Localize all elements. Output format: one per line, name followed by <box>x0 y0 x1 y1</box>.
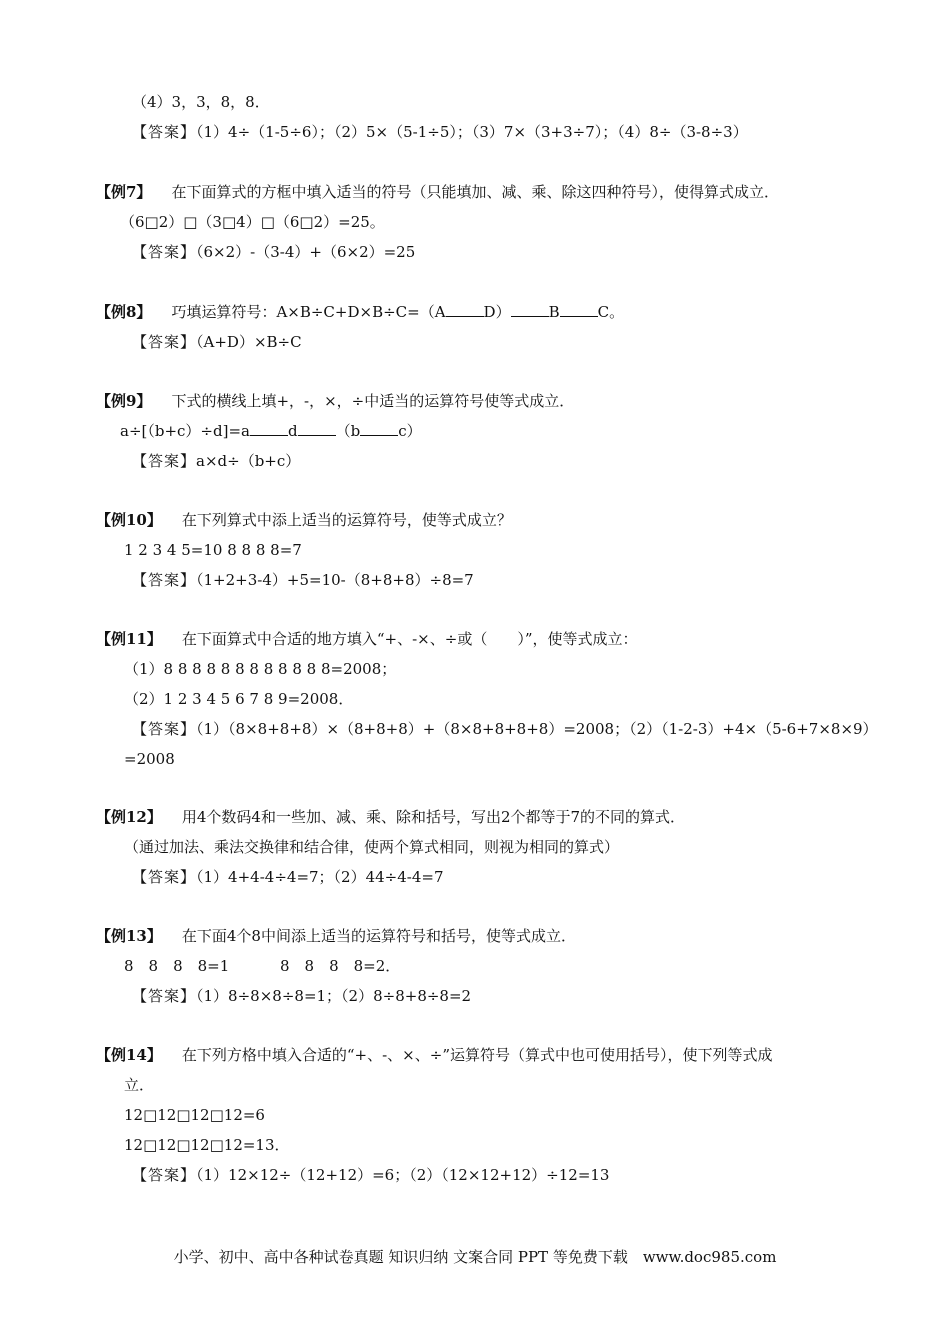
answer-text: （1+2+3-4）+5=10-（8+8+8）÷8=7 <box>196 571 474 589</box>
ex13-expression-2: 8 8 8 8=2． <box>280 957 401 975</box>
example-label: 【例8】 <box>96 303 152 321</box>
ex6-problem4: （4）3，3，8，8． <box>132 93 270 111</box>
example-label: 【例14】 <box>96 1046 162 1064</box>
answer-label: 【答案】 <box>132 720 197 738</box>
ex14-expression-2: 12□12□12□12=13． <box>124 1136 290 1154</box>
question-text: 巧填运算符号：A×B÷C+D×B÷C=（A <box>171 303 446 321</box>
ex8-question <box>96 302 624 322</box>
answer-text: （A+D）×B÷C <box>196 333 302 351</box>
ex7-answer <box>132 242 415 262</box>
answer-label: 【答案】 <box>132 1166 197 1184</box>
example-label: 【例11】 <box>96 630 162 648</box>
answer-label: 【答案】 <box>132 243 197 261</box>
answer-text: （1）4÷（1-5÷6）；（2）5×（5-1÷5）；（3）7×（3+3÷7）；（4）8÷（3-8÷3） <box>196 123 748 141</box>
ex11-question <box>96 629 638 649</box>
question-text: 在下面4个8中间添上适当的运算符号和括号，使等式成立． <box>181 927 576 945</box>
expression-text: d <box>287 422 298 440</box>
answer-label: 【答案】 <box>132 333 197 351</box>
answer-text: a×d÷（b+c） <box>196 452 301 470</box>
ex11-problem1: （1）8 8 8 8 8 8 8 8 8 8 8 8=2008； <box>124 660 397 678</box>
blank-line <box>250 421 288 436</box>
ex6-answer <box>132 122 748 142</box>
ex13-question <box>96 926 576 946</box>
question-text: C。 <box>597 303 625 321</box>
ex7-expression: （6□2）□（3□4）□（6□2）=25。 <box>120 213 385 231</box>
answer-label: 【答案】 <box>132 987 197 1005</box>
ex12-note: （通过加法、乘法交换律和结合律，使两个算式相同，则视为相同的算式） <box>124 838 620 856</box>
question-text: 在下面算式的方框中填入适当的符号（只能填加、减、乘、除这四种符号），使得算式成立． <box>171 183 779 201</box>
blank-line <box>446 302 484 317</box>
answer-label: 【答案】 <box>132 123 197 141</box>
ex10-answer <box>132 570 474 590</box>
example-label: 【例10】 <box>96 511 162 529</box>
ex10-question <box>96 510 512 530</box>
ex8-answer <box>132 332 302 352</box>
answer-label: 【答案】 <box>132 452 197 470</box>
ex10-expression: 1 2 3 4 5=10 8 8 8 8=7 <box>124 541 302 559</box>
ex13-answer <box>132 986 471 1006</box>
page-footer: 小学、初中、高中各种试卷真题 知识归纳 文案合同 PPT 等免费下载 www.doc985.com <box>173 1248 777 1266</box>
blank-line <box>560 302 598 317</box>
answer-label: 【答案】 <box>132 868 197 886</box>
ex13-expression-1: 8 8 8 8=1 <box>124 957 230 975</box>
ex14-question <box>96 1045 773 1065</box>
ex11-problem2: （2）1 2 3 4 5 6 7 8 9=2008． <box>124 690 354 708</box>
ex12-question <box>96 807 685 827</box>
question-text: 在下面算式中合适的地方填入“+、-×、÷或（ ）”，使等式成立： <box>181 630 638 648</box>
blank-line <box>298 421 336 436</box>
expression-text: c） <box>398 422 422 440</box>
expression-text: （b <box>335 422 361 440</box>
ex9-expression <box>120 421 422 441</box>
ex14-question-continued: 立． <box>124 1076 155 1094</box>
ex9-answer <box>132 451 300 471</box>
example-label: 【例9】 <box>96 392 152 410</box>
question-text: B <box>548 303 560 321</box>
blank-line <box>360 421 398 436</box>
ex11-answer <box>132 719 878 739</box>
example-label: 【例7】 <box>96 183 152 201</box>
answer-text: （1）8÷8×8÷8=1；（2）8÷8+8÷8=2 <box>196 987 472 1005</box>
question-text: 用4个数码4和一些加、减、乘、除和括号，写出2个都等于7的不同的算式． <box>181 808 686 826</box>
ex14-expression-1: 12□12□12□12=6 <box>124 1106 265 1124</box>
expression-text: a÷[（b+c）÷d]=a <box>120 422 250 440</box>
ex9-question <box>96 391 574 411</box>
ex7-question <box>96 182 779 202</box>
answer-label: 【答案】 <box>132 571 197 589</box>
question-text: 下式的横线上填+，-，×，÷中适当的运算符号使等式成立． <box>171 392 575 410</box>
ex11-answer-continued: =2008 <box>124 750 175 768</box>
ex12-answer <box>132 867 444 887</box>
answer-text: （1）（8×8+8+8）×（8+8+8）+（8×8+8+8+8）=2008；（2）（1-2-3）+4×（5-6+7×8×9） <box>196 720 878 738</box>
answer-text: （1）4+4-4÷4=7；（2）44÷4-4=7 <box>196 868 444 886</box>
blank-line <box>511 302 549 317</box>
question-text: D） <box>483 303 511 321</box>
question-text: 在下列算式中添上适当的运算符号，使等式成立？ <box>181 511 512 529</box>
example-label: 【例13】 <box>96 927 162 945</box>
question-text: 在下列方格中填入合适的“+、-、×、÷”运算符号（算式中也可使用括号），使下列等式成 <box>181 1046 773 1064</box>
answer-text: （6×2）-（3-4）+（6×2）=25 <box>196 243 416 261</box>
ex14-answer <box>132 1165 609 1185</box>
example-label: 【例12】 <box>96 808 162 826</box>
answer-text: （1）12×12÷（12+12）=6；（2）（12×12+12）÷12=13 <box>196 1166 610 1184</box>
